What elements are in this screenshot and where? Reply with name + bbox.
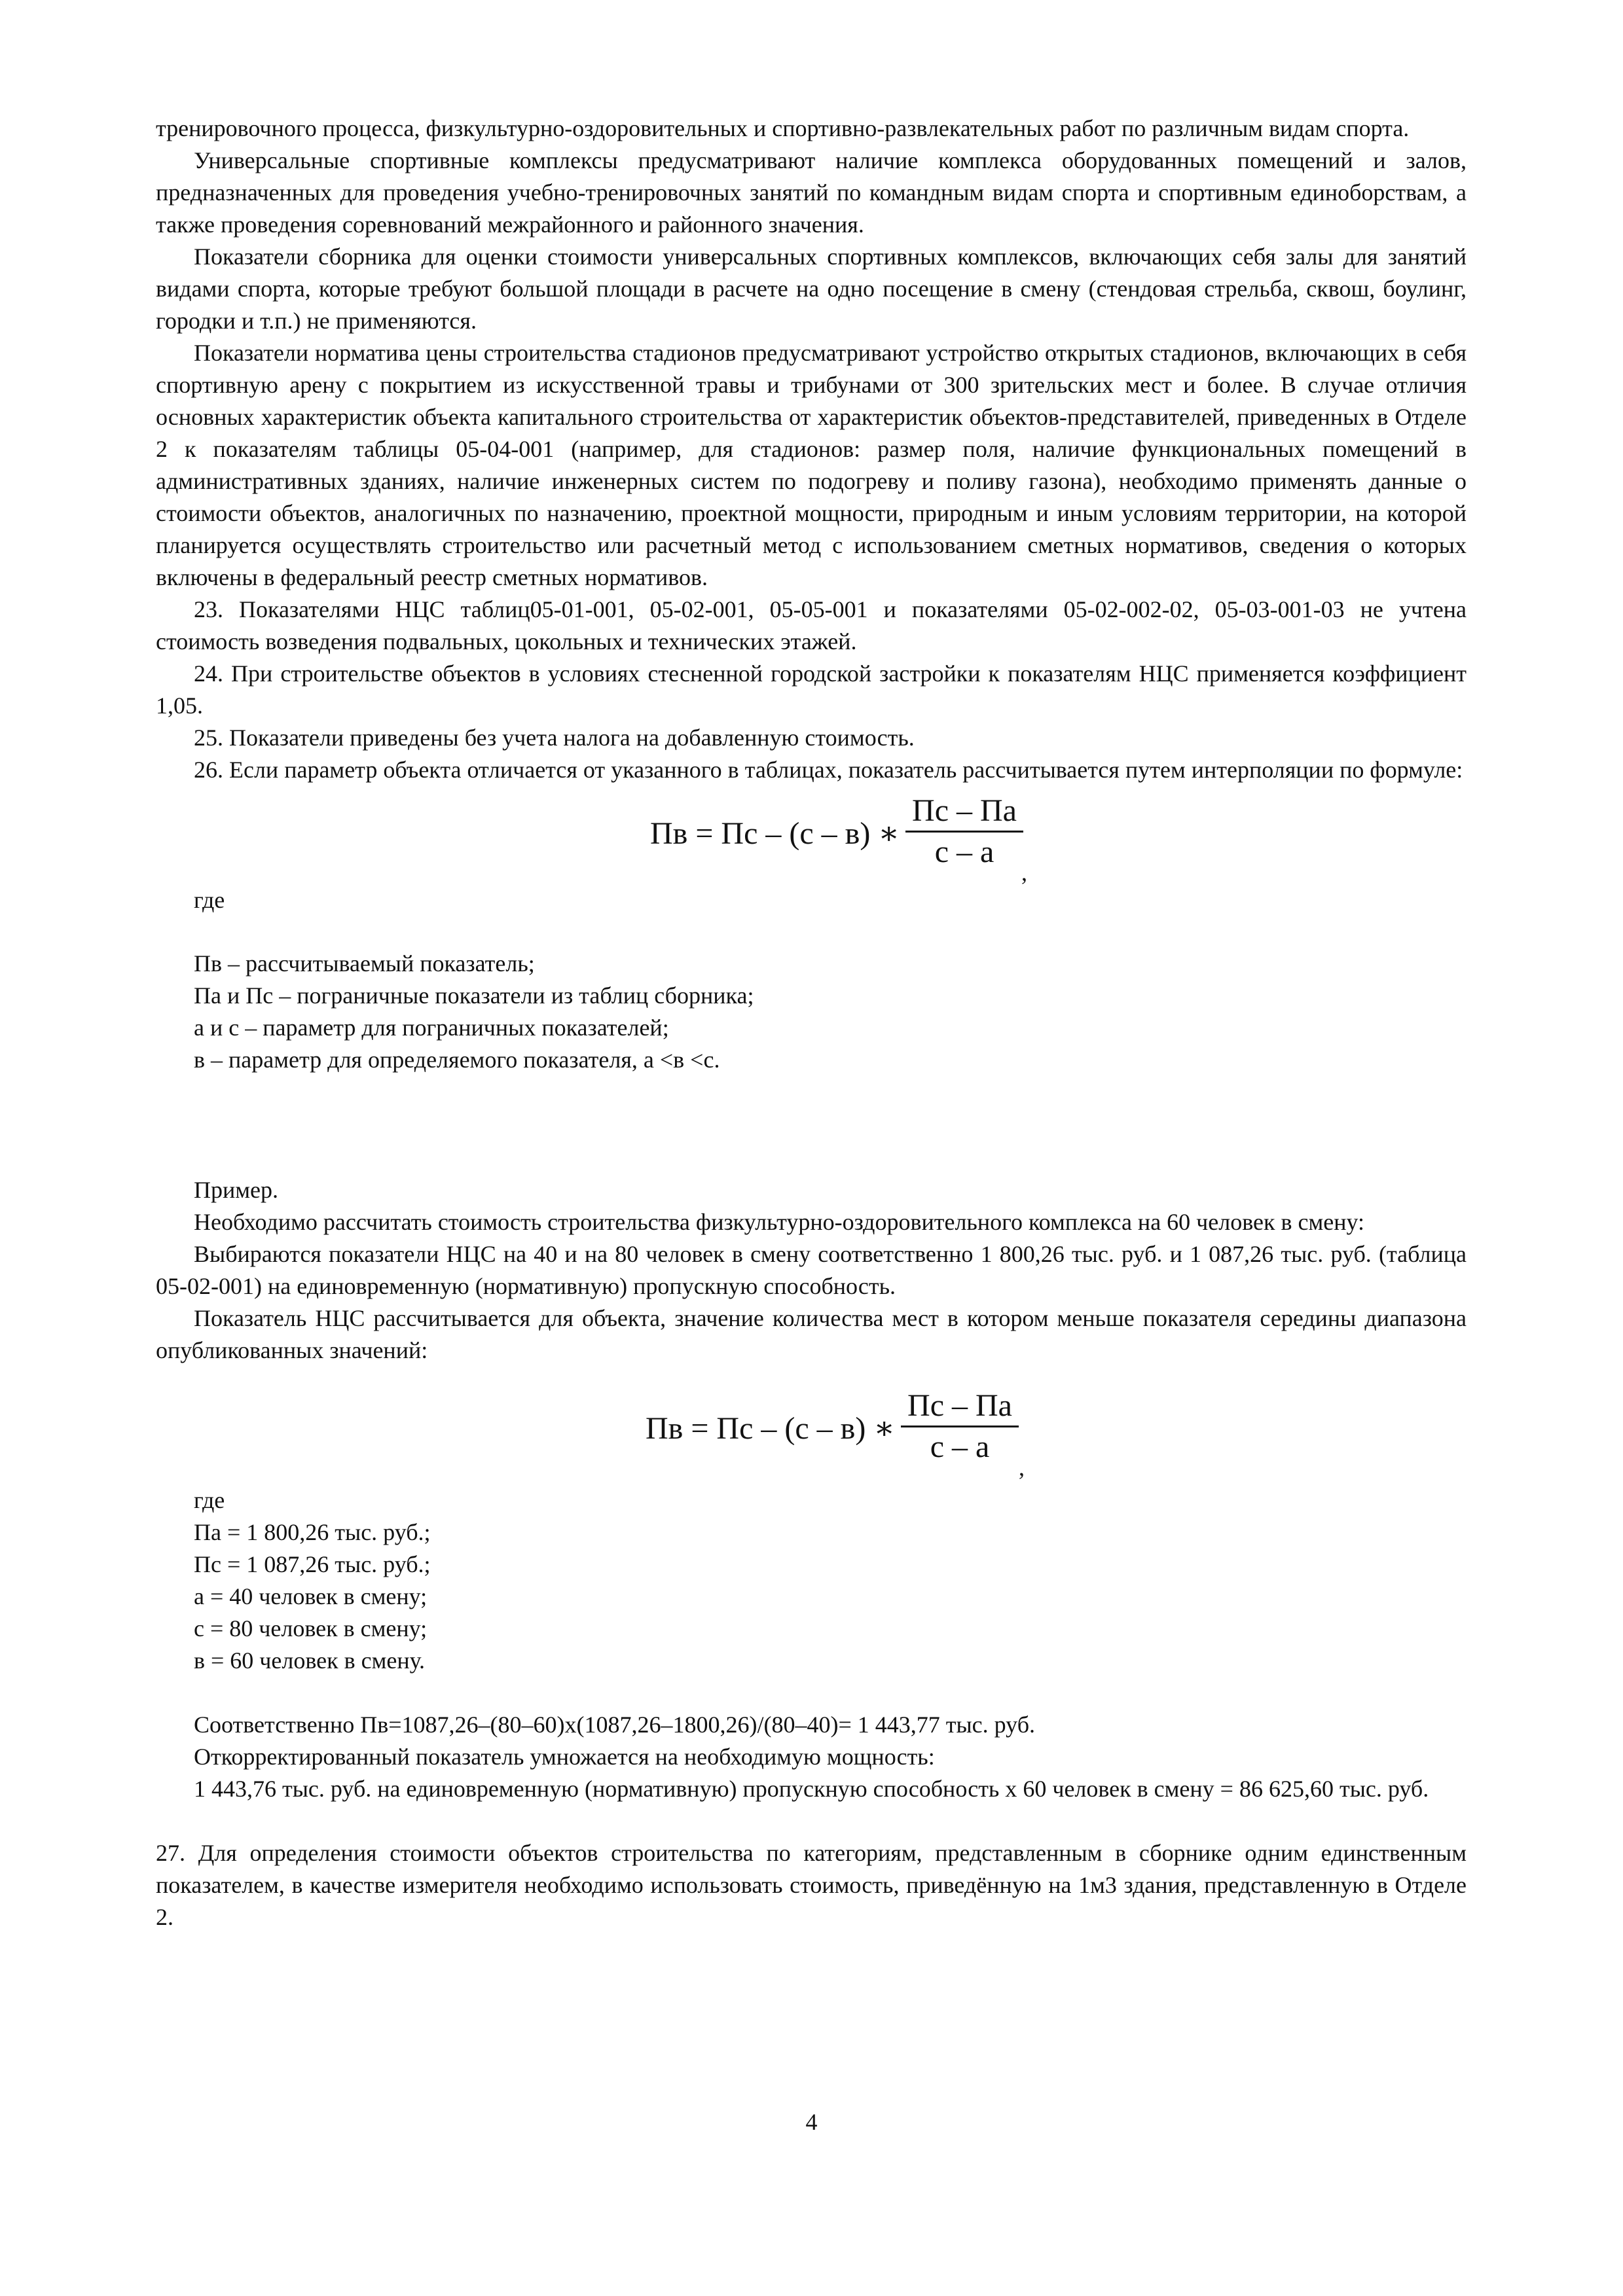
- paragraph: Показатели норматива цены строительства стадионов предусматривают устройство открытых стадионов, включающих в себя спортивную арену с покрытием из искусственной травы и трибунами от 300 зрительских мест и более. В случае отличия основных характеристик объекта капитального строительства от характеристик объектов-представителей, приведенных в Отделе 2 к показателям таблицы 05-04-001 (например, для стадионов: размер поля, наличие функциональных помещений в административных зданиях, наличие инженерных систем по подогреву и поливу газона), необходимо применять данные о стоимости объектов, аналогичных по назначению, проектной мощности, природным и иным условиям территории, на которой планируется осуществлять строительство или расчетный метод с использованием сметных нормативов, сведения о которых включены в федеральный реестр сметных нормативов.: [156, 340, 1467, 590]
- formula-numerator: Пс – Па: [907, 1388, 1012, 1423]
- paragraph-item-25: 25. Показатели приведены без учета налога на добавленную стоимость.: [194, 725, 915, 751]
- paragraph: Универсальные спортивные комплексы предусматривают наличие комплекса оборудованных помещений и залов, предназначенных для проведения учебно-тренировочных занятий по командным видам спорта и спортивным единоборствам, а также проведения соревнований межрайонного и районного значения.: [156, 147, 1467, 238]
- formula-lhs: Пв = Пс – (с – в) ∗: [646, 1411, 895, 1446]
- paragraph: Показатели сборника для оценки стоимости универсальных спортивных комплексов, включающих себя залы для занятий видами спорта, которые требуют большой площади в расчете на одно посещение в смену (стендовая стрельба, сквош, боулинг, городки и т.п.) не применяются.: [156, 243, 1467, 334]
- paragraph-item-26: 26. Если параметр объекта отличается от указанного в таблицах, показатель рассчитывается путем интерполяции по формуле:: [194, 757, 1463, 783]
- example-heading: Пример.: [194, 1177, 279, 1203]
- definitions-list-1: [156, 948, 1467, 1076]
- example-paragraph: Необходимо рассчитать стоимость строительства физкультурно-оздоровительного комплекса на 60 человек в смену:: [194, 1209, 1365, 1235]
- formula-comma: ,: [1019, 1454, 1025, 1480]
- definition-item: Па и Пс – пограничные показатели из таблиц сборника;: [194, 982, 754, 1009]
- formula-lhs: Пв = Пс – (с – в) ∗: [650, 816, 900, 851]
- formula-denominator: с – а: [930, 1429, 990, 1464]
- formula-fraction: [901, 1386, 1019, 1467]
- result-text: 1 443,76 тыс. руб. на единовременную (нормативную) пропускную способность х 60 человек в смену = 86 625,60 тыс. руб.: [194, 1776, 1429, 1802]
- interpolation-formula-2: [156, 1386, 1467, 1479]
- definition-item: с = 80 человек в смену;: [194, 1615, 428, 1641]
- page-content: [156, 113, 1467, 1933]
- definition-item: Пс = 1 087,26 тыс. руб.;: [194, 1551, 431, 1577]
- interpolation-formula-1: [156, 791, 1467, 884]
- where-label: где: [194, 1487, 225, 1513]
- definition-item: в = 60 человек в смену.: [194, 1647, 426, 1674]
- definition-item: в – параметр для определяемого показателя, а <в <с.: [194, 1047, 720, 1073]
- definition-item: а = 40 человек в смену;: [194, 1583, 428, 1609]
- definition-item: а и с – параметр для пограничных показателей;: [194, 1014, 669, 1041]
- calculation-line: Соответственно Пв=1087,26–(80–60)х(1087,26–1800,26)/(80–40)= 1 443,77 тыс. руб.: [194, 1712, 1036, 1738]
- calculation-line: Откорректированный показатель умножается на необходимую мощность:: [194, 1744, 935, 1770]
- paragraph-item-27: 27. Для определения стоимости объектов строительства по категориям, представленным в сборнике одним единственным показателем, в качестве измерителя необходимо использовать стоимость, приведённую на 1м3 здания, представленную в Отделе 2.: [156, 1840, 1467, 1930]
- definition-item: Пв – рассчитываемый показатель;: [194, 950, 535, 977]
- formula-denominator: с – а: [934, 834, 994, 869]
- example-paragraph: Выбираются показатели НЦС на 40 и на 80 человек в смену соответственно 1 800,26 тыс. руб. и 1 087,26 тыс. руб. (таблица 05-02-001) на единовременную (нормативную) пропускную способность.: [156, 1241, 1467, 1299]
- definition-item: Па = 1 800,26 тыс. руб.;: [194, 1519, 431, 1545]
- paragraph-item-23: 23. Показателями НЦС таблиц05-01-001, 05-02-001, 05-05-001 и показателями 05-02-002-02, 05-03-001-03 не учтена стоимость возведения подвальных, цокольных и технических этажей.: [156, 596, 1467, 655]
- paragraph: тренировочного процесса, физкультурно-оздоровительных и спортивно-развлекательных работ по различным видам спорта.: [156, 115, 1410, 141]
- formula-fraction: [905, 791, 1023, 872]
- paragraph-item-24: 24. При строительстве объектов в условиях стесненной городской застройки к показателям НЦС применяется коэффициент 1,05.: [156, 660, 1467, 719]
- page-number: 4: [805, 2109, 818, 2135]
- formula-numerator: Пс – Па: [912, 793, 1017, 828]
- definitions-list-2: [156, 1484, 1467, 1677]
- where-label: где: [194, 887, 225, 913]
- formula-comma: ,: [1021, 859, 1027, 886]
- example-paragraph: Показатель НЦС рассчитывается для объекта, значение количества мест в котором меньше показателя середины диапазона опубликованных значений:: [156, 1305, 1467, 1363]
